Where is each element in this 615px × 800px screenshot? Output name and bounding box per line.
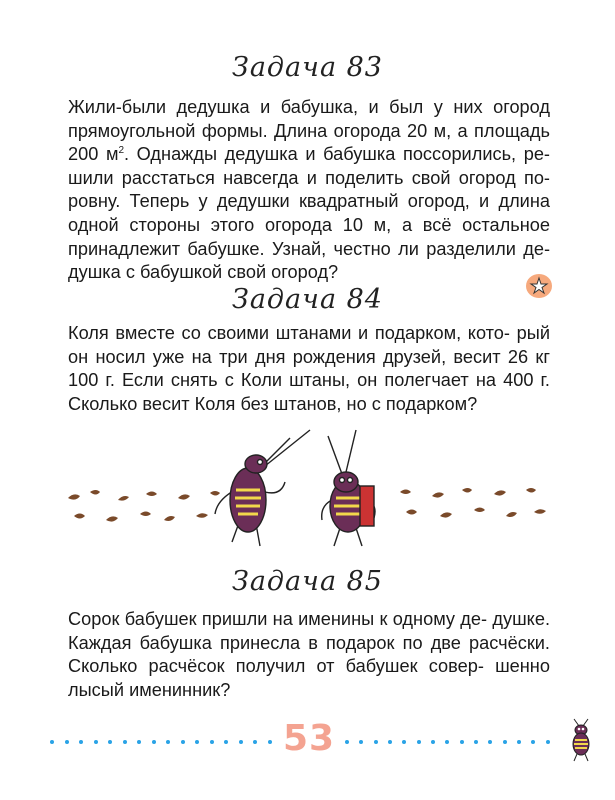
task-83-line-7: принадлежит бабушке. Узнай, честно ли разделили де- xyxy=(68,238,550,259)
footer-dots-left xyxy=(50,738,272,746)
task-83-text xyxy=(68,96,550,285)
task-84-line-4: 400 г. Сколько весит Коля без штанов, но с подарком? xyxy=(68,370,550,414)
task-83-title: Задача 83 xyxy=(232,52,383,83)
task-84-line-3: 26 кг 100 г. Если снять с Коли штаны, он полегчает на xyxy=(68,346,550,391)
task-83-superscript: 2 xyxy=(118,145,125,157)
cockroach-right xyxy=(322,430,375,546)
task-83-line-3a: 200 м xyxy=(68,144,119,165)
task-83-line-4: шили расстаться навсегда и поделить свой огород по- xyxy=(68,167,550,188)
task-83-line-1: Жили-были дедушка и бабушка, и был у них огород xyxy=(68,97,550,117)
task-85-line-3: расчёски. Сколько расчёсок получил от бабушек совер- xyxy=(68,632,550,677)
task-83-line-5: ровну. Теперь у дедушки квадратный огород, и длина xyxy=(68,191,550,212)
page-number: 53 xyxy=(283,718,336,759)
task-84-line-1: Коля вместе со своими штанами и подарком, кото- xyxy=(68,323,510,343)
footprints-right xyxy=(400,488,546,518)
task-84-line-2: рый он носил уже на три дня рождения друзей, весит xyxy=(68,323,550,367)
task-85-text xyxy=(68,608,550,702)
task-85-line-1: Сорок бабушек пришли на именины к одному де- xyxy=(68,609,488,629)
cockroach-illustration xyxy=(60,420,560,555)
footer-dots-right xyxy=(345,738,550,746)
footprints-left xyxy=(68,490,220,522)
task-84-text xyxy=(68,322,550,416)
task-85-title: Задача 85 xyxy=(232,566,383,597)
task-83-line-2: прямоугольной формы. Длина огорода 20 м, а площадь xyxy=(68,120,550,141)
cockroach-left xyxy=(215,430,310,546)
task-83-line-3b: . Однажды дедушка и бабушка поссорились, ре- xyxy=(124,144,550,165)
cockroach-mascot-icon xyxy=(566,718,596,762)
task-85-line-4: шенно лысый именинник? xyxy=(68,656,550,700)
star-badge-icon xyxy=(524,272,554,300)
task-83-line-6: одной стороны этого огорода 10 м, а всё остальное xyxy=(68,214,550,235)
task-84-title: Задача 84 xyxy=(232,284,383,315)
task-85-line-2: душке. Каждая бабушка принесла в подарок по две xyxy=(68,609,551,653)
task-83-line-8: душка с бабушкой свой огород? xyxy=(68,262,339,283)
